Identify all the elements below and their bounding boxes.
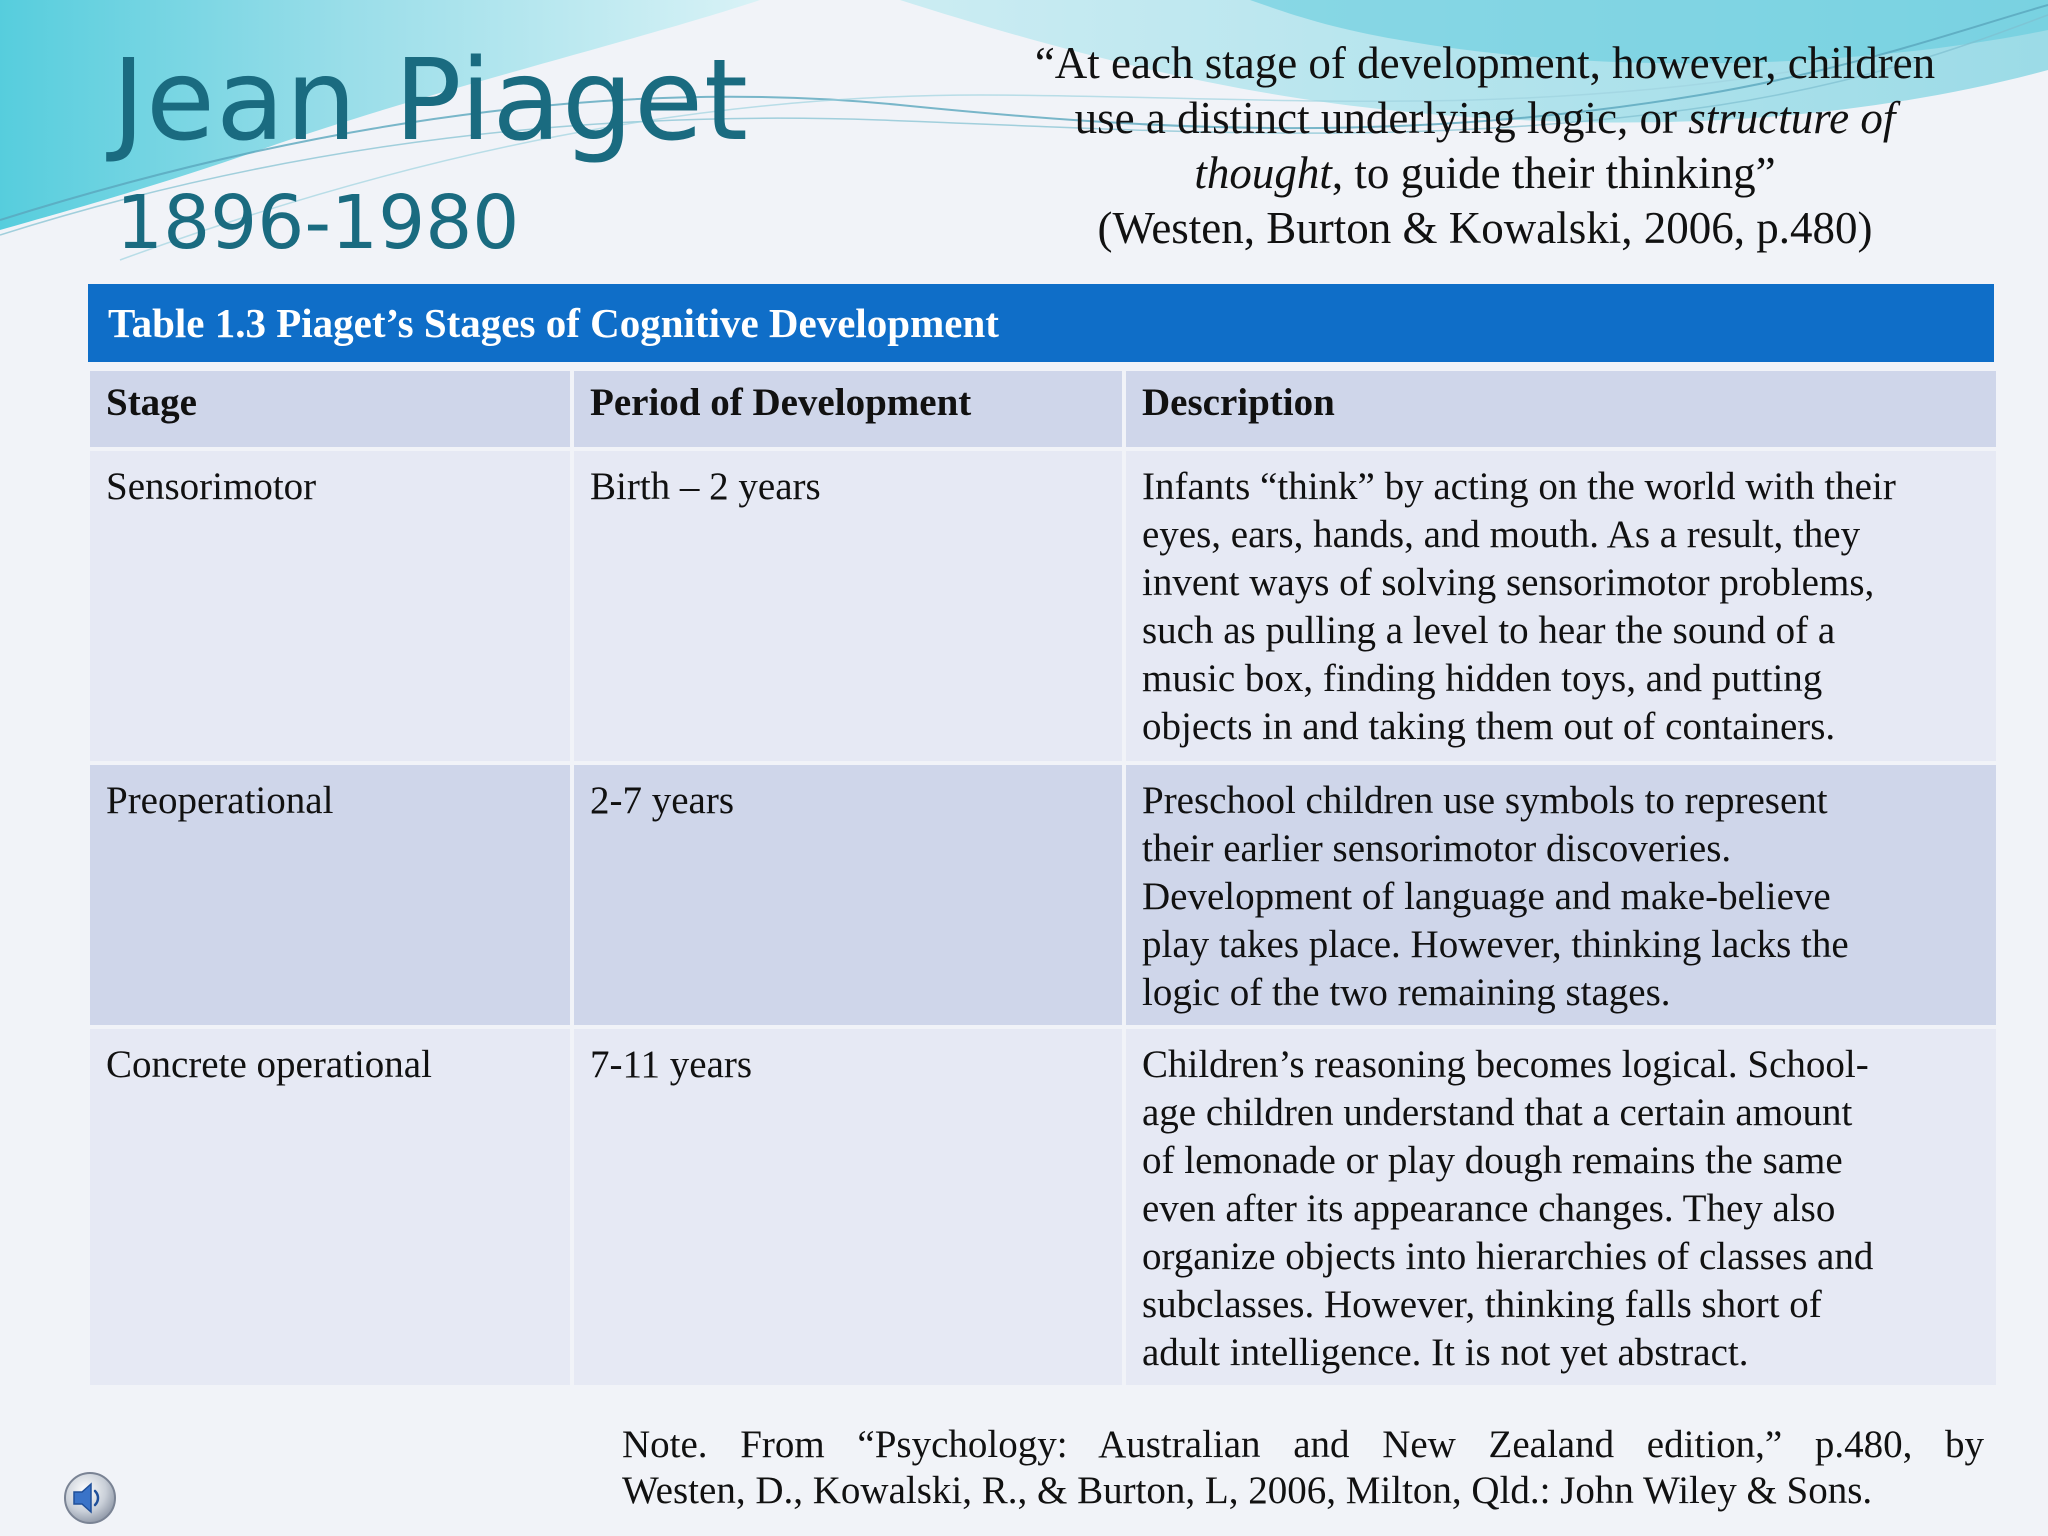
column-header-description: Description [1126,371,1996,447]
stage-cell: Concrete operational [90,1029,570,1385]
quote-block [960,36,2010,256]
note-line-2: Westen, D., Kowalski, R., & Burton, L, 2006, Milton, Qld.: John Wiley & Sons. [622,1469,1873,1512]
description-cell: Children’s reasoning becomes logical. School- age children understand that a certain amount of lemonade or play dough remains the same even after its appearance changes. They also organize objects into hierarchies of classes and subclasses. However, thinking falls short of adult intelligence. It is not yet abstract. [1126,1029,1996,1385]
stage-cell: Preoperational [90,765,570,1025]
stages-table [86,367,2000,1389]
source-note [622,1422,1984,1514]
period-cell: Birth – 2 years [574,451,1122,761]
column-header-stage: Stage [90,371,570,447]
quote-citation: (Westen, Burton & Kowalski, 2006, p.480) [1097,203,1873,253]
period-cell: 7-11 years [574,1029,1122,1385]
quote-line-2-text: use a distinct underlying logic, or [1074,93,1689,143]
slide-title: Jean Piaget [112,36,749,166]
speaker-icon[interactable] [58,1466,118,1526]
table-row [90,1029,1996,1385]
column-header-period: Period of Development [574,371,1122,447]
period-cell: 2-7 years [574,765,1122,1025]
quote-line-3 [960,146,2010,201]
quote-line-2-emphasis: structure of [1688,93,1896,143]
table-header-row [90,371,1996,447]
table-caption: Table 1.3 Piaget’s Stages of Cognitive Development [88,284,1994,362]
description-cell: Infants “think” by acting on the world with their eyes, ears, hands, and mouth. As a result, they invent ways of solving sensorimotor problems, such as pulling a level to hear the sound of a music box, finding hidden toys, and putting objects in and taking them out of containers. [1126,451,1996,761]
lifespan-years: 1896-1980 [116,180,520,266]
quote-line-3-text: , to guide their thinking” [1331,148,1776,198]
note-line-1: Note. From “Psychology: Australian and New Zealand edition,” p.480, by [622,1423,1984,1466]
quote-line-3-emphasis: thought [1194,148,1332,198]
quote-line-2 [960,91,2010,146]
stage-cell: Sensorimotor [90,451,570,761]
description-cell: Preschool children use symbols to represent their earlier sensorimotor discoveries. Development of language and make-believe play takes place. However, thinking lacks the logic of the two remaining stages. [1126,765,1996,1025]
quote-line-1: “At each stage of development, however, children [1034,38,1936,88]
table-row [90,765,1996,1025]
table-row [90,451,1996,761]
